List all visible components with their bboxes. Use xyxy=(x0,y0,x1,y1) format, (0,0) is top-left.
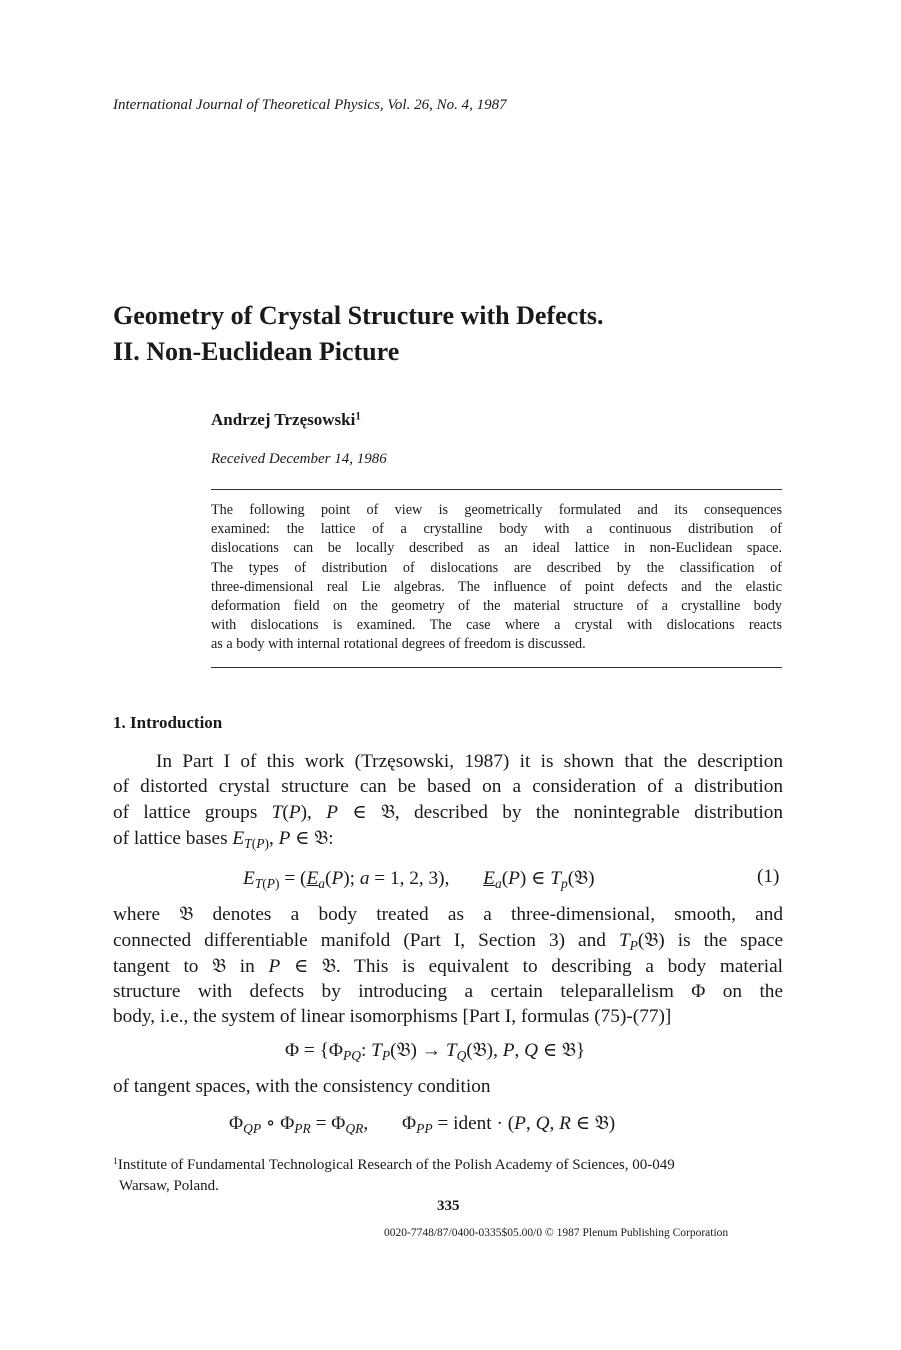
footnote-mark: 1 xyxy=(113,1156,118,1168)
received-date: Received December 14, 1986 xyxy=(211,451,387,467)
author-footnote-mark: 1 xyxy=(355,410,361,423)
equation-1: $E_{T(P)} = (E_a(P)$; a = 1, 2, 3), $E_a(P)$ ∈ $T_p(𝔅)$ xyxy=(243,866,595,892)
abstract-line: as a body with internal rotational degrees of freedom is discussed. xyxy=(211,636,586,653)
footnote xyxy=(113,1155,793,1197)
intro-paragraph-3 xyxy=(113,1074,783,1099)
abstract-line: deformation field on the geometry of the material structure of a crystalline body xyxy=(211,598,782,615)
intro-paragraph-2 xyxy=(113,901,783,1029)
abstract-top-rule xyxy=(211,489,782,490)
author-text: Andrzej Trzęsowski xyxy=(211,410,356,429)
body-line: of lattice groups T(P), P ∈ 𝔅, described by the nonintegrable distribution xyxy=(113,800,784,823)
section-heading: 1. Introduction xyxy=(113,713,223,732)
body-line: connected differentiable manifold (Part I, Section 3) and $T_P(𝔅)$ is the space xyxy=(113,928,784,954)
journal-header: International Journal of Theoretical Physics, Vol. 26, No. 4, 1987 xyxy=(113,97,507,113)
body-line: of lattice bases $E_{T(P)}$, P ∈ 𝔅: xyxy=(113,826,334,852)
body-line: of distorted crystal structure can be based on a consideration of a distribution xyxy=(113,776,783,797)
footnote-line-2: Warsaw, Poland. xyxy=(119,1178,219,1194)
abstract-line: dislocations can be locally described as an ideal lattice in non-Euclidean space. xyxy=(211,540,782,557)
abstract-line: The following point of view is geometrically formulated and its consequences xyxy=(211,502,782,518)
page-number: 335 xyxy=(437,1198,460,1214)
abstract-bottom-rule xyxy=(211,667,782,668)
abstract-line: examined: the lattice of a crystalline body with a continuous distribution of xyxy=(211,521,782,538)
body-line: structure with defects by introducing a certain teleparallelism Φ on the xyxy=(113,981,783,1002)
footnote-line-1: $^1$Institute of Fundamental Technological Research of the Polish Academy of Sciences, 00-049 xyxy=(113,1156,675,1173)
equation-consistency: $\Phi_{QP}$ ∘ $\Phi_{PR} = \Phi_{QR}$, $\Phi_{PP}$ = ident · (P, Q, R ∈ 𝔅) xyxy=(229,1111,616,1137)
abstract-line: The types of distribution of dislocations are described by the classification of xyxy=(211,559,782,576)
body-line: where 𝔅 denotes a body treated as a three-dimensional, smooth, and xyxy=(113,902,783,925)
body-line: tangent to 𝔅 in P ∈ 𝔅. This is equivalent to describing a body material xyxy=(113,954,783,977)
copyright-line: 0020-7748/87/0400-0335$05.00/0 © 1987 Plenum Publishing Corporation xyxy=(384,1227,729,1239)
body-line: In Part I of this work (Trzęsowski, 1987) it is shown that the description xyxy=(156,751,783,772)
author-name xyxy=(211,410,361,430)
abstract-line: three-dimensional real Lie algebras. The influence of point defects and the elastic xyxy=(211,578,782,595)
equation-1-number: (1) xyxy=(757,866,780,887)
abstract-line: with dislocations is examined. The case where a crystal with dislocations reacts xyxy=(211,617,782,634)
intro-paragraph-1 xyxy=(113,749,783,851)
title-line-1: Geometry of Crystal Structure with Defects. xyxy=(113,301,604,330)
body-line: body, i.e., the system of linear isomorphisms [Part I, formulas (75)-(77)] xyxy=(113,1006,672,1027)
equation-teleparallelism: $\Phi = \{\Phi_{PQ}$: $T_P(𝔅)$ → $T_Q(𝔅)$, P, Q ∈ 𝔅} xyxy=(285,1038,586,1064)
article-title xyxy=(113,298,603,370)
abstract xyxy=(211,501,782,655)
body-line: of tangent spaces, with the consistency condition xyxy=(113,1076,491,1097)
title-line-2: II. Non-Euclidean Picture xyxy=(113,337,400,366)
